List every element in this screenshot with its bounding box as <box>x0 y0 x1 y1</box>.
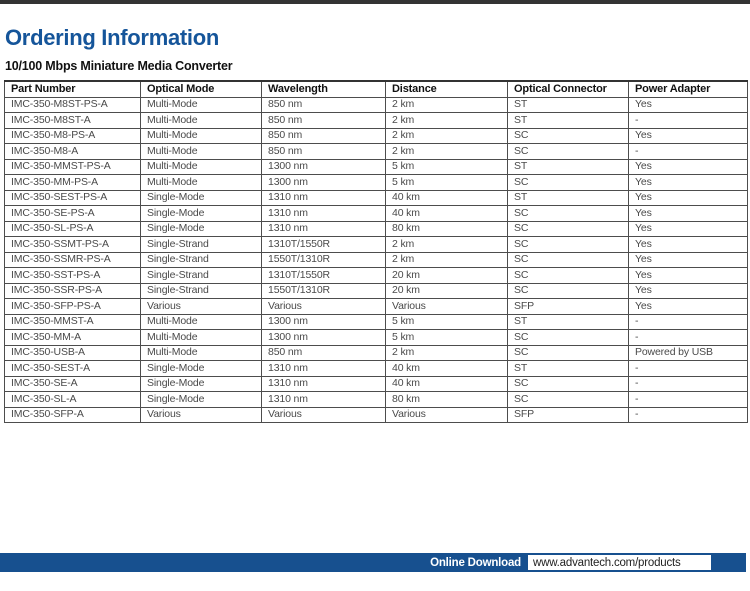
table-cell: 1550T/1310R <box>262 252 386 268</box>
table-cell: 2 km <box>386 97 508 113</box>
table-cell: Various <box>141 407 262 423</box>
table-cell: SC <box>508 237 629 253</box>
table-cell: 5 km <box>386 175 508 191</box>
table-cell: 850 nm <box>262 113 386 129</box>
table-row <box>5 330 748 346</box>
table-cell: - <box>629 113 748 129</box>
table-cell: Yes <box>629 221 748 237</box>
table-cell: IMC-350-SSMT-PS-A <box>5 237 141 253</box>
table-cell: IMC-350-SST-PS-A <box>5 268 141 284</box>
table-row <box>5 314 748 330</box>
table-cell: Various <box>262 299 386 315</box>
table-cell: 1310 nm <box>262 221 386 237</box>
table-cell: Yes <box>629 190 748 206</box>
table-cell: IMC-350-SE-PS-A <box>5 206 141 222</box>
table-row <box>5 113 748 129</box>
table-cell: SC <box>508 283 629 299</box>
table-cell: ST <box>508 314 629 330</box>
table-cell: 80 km <box>386 221 508 237</box>
table-row <box>5 299 748 315</box>
table-cell: 2 km <box>386 144 508 160</box>
table-cell: Multi-Mode <box>141 175 262 191</box>
table-cell: ST <box>508 113 629 129</box>
table-cell: Single-Mode <box>141 221 262 237</box>
table-cell: 40 km <box>386 361 508 377</box>
table-row <box>5 252 748 268</box>
table-cell: SC <box>508 330 629 346</box>
table-cell: SFP <box>508 299 629 315</box>
table-cell: 1300 nm <box>262 314 386 330</box>
table-cell: IMC-350-SSR-PS-A <box>5 283 141 299</box>
table-cell: SC <box>508 392 629 408</box>
table-cell: 850 nm <box>262 97 386 113</box>
table-cell: Yes <box>629 97 748 113</box>
table-cell: Yes <box>629 237 748 253</box>
table-row <box>5 268 748 284</box>
table-body <box>5 97 748 423</box>
table-cell: 2 km <box>386 128 508 144</box>
table-cell: 1310 nm <box>262 376 386 392</box>
table-cell: IMC-350-SFP-PS-A <box>5 299 141 315</box>
table-cell: SC <box>508 175 629 191</box>
table-cell: SC <box>508 221 629 237</box>
table-cell: 20 km <box>386 283 508 299</box>
table-cell: IMC-350-M8ST-PS-A <box>5 97 141 113</box>
table-cell: SC <box>508 345 629 361</box>
table-cell: 1310 nm <box>262 361 386 377</box>
table-cell: 850 nm <box>262 128 386 144</box>
table-cell: 1300 nm <box>262 330 386 346</box>
table-cell: Various <box>386 407 508 423</box>
table-cell: Various <box>386 299 508 315</box>
table-cell: Yes <box>629 159 748 175</box>
table-cell: Yes <box>629 283 748 299</box>
table-cell: IMC-350-SSMR-PS-A <box>5 252 141 268</box>
table-cell: IMC-350-MMST-PS-A <box>5 159 141 175</box>
table-cell: - <box>629 376 748 392</box>
table-row <box>5 407 748 423</box>
table-row <box>5 221 748 237</box>
table-cell: Multi-Mode <box>141 128 262 144</box>
table-cell: 1310 nm <box>262 190 386 206</box>
table-row <box>5 361 748 377</box>
table-row <box>5 144 748 160</box>
table-cell: SC <box>508 128 629 144</box>
table-cell: Yes <box>629 128 748 144</box>
table-cell: - <box>629 330 748 346</box>
table-cell: 40 km <box>386 376 508 392</box>
table-cell: IMC-350-USB-A <box>5 345 141 361</box>
table-cell: IMC-350-SE-A <box>5 376 141 392</box>
table-row <box>5 128 748 144</box>
table-cell: SC <box>508 268 629 284</box>
table-cell: Multi-Mode <box>141 113 262 129</box>
table-cell: ST <box>508 361 629 377</box>
table-cell: Single-Strand <box>141 268 262 284</box>
table-cell: 2 km <box>386 237 508 253</box>
table-cell: 1310T/1550R <box>262 268 386 284</box>
table-row <box>5 206 748 222</box>
table-cell: Powered by USB <box>629 345 748 361</box>
top-rule-bar <box>0 0 750 4</box>
column-header: Distance <box>386 81 508 97</box>
table-cell: Single-Mode <box>141 190 262 206</box>
table-cell: Single-Mode <box>141 206 262 222</box>
table-cell: Multi-Mode <box>141 159 262 175</box>
table-cell: IMC-350-SFP-A <box>5 407 141 423</box>
column-header: Part Number <box>5 81 141 97</box>
table-cell: IMC-350-M8-A <box>5 144 141 160</box>
table-cell: 1310T/1550R <box>262 237 386 253</box>
column-header: Optical Mode <box>141 81 262 97</box>
page-title: Ordering Information <box>5 25 220 50</box>
table-cell: SC <box>508 252 629 268</box>
table-cell: 5 km <box>386 159 508 175</box>
table-cell: - <box>629 392 748 408</box>
table-cell: 5 km <box>386 330 508 346</box>
table-cell: IMC-350-M8-PS-A <box>5 128 141 144</box>
table-row <box>5 175 748 191</box>
table-header-row <box>5 81 748 97</box>
table-cell: IMC-350-M8ST-A <box>5 113 141 129</box>
table-cell: 2 km <box>386 113 508 129</box>
table-cell: Various <box>262 407 386 423</box>
table-cell: 80 km <box>386 392 508 408</box>
table-cell: Yes <box>629 206 748 222</box>
table-cell: 2 km <box>386 345 508 361</box>
table-cell: Yes <box>629 175 748 191</box>
table-cell: IMC-350-MM-PS-A <box>5 175 141 191</box>
table-cell: - <box>629 314 748 330</box>
column-header: Wavelength <box>262 81 386 97</box>
table-cell: Multi-Mode <box>141 97 262 113</box>
url-box <box>528 555 711 570</box>
table-row <box>5 190 748 206</box>
table-cell: 850 nm <box>262 345 386 361</box>
table-cell: IMC-350-SEST-A <box>5 361 141 377</box>
table-row <box>5 392 748 408</box>
table-cell: 40 km <box>386 190 508 206</box>
table-cell: Single-Mode <box>141 361 262 377</box>
ordering-information-table <box>4 80 748 423</box>
table-cell: Yes <box>629 268 748 284</box>
table-cell: IMC-350-MM-A <box>5 330 141 346</box>
table-cell: 850 nm <box>262 144 386 160</box>
table-cell: IMC-350-SL-A <box>5 392 141 408</box>
table-cell: Multi-Mode <box>141 330 262 346</box>
table-cell: 1550T/1310R <box>262 283 386 299</box>
table-cell: ST <box>508 159 629 175</box>
table-cell: SFP <box>508 407 629 423</box>
table-cell: IMC-350-MMST-A <box>5 314 141 330</box>
table-cell: Single-Strand <box>141 283 262 299</box>
table-cell: Multi-Mode <box>141 345 262 361</box>
online-download-label: Online Download <box>430 556 521 569</box>
table-cell: ST <box>508 190 629 206</box>
table-cell: 5 km <box>386 314 508 330</box>
table-cell: ST <box>508 97 629 113</box>
table-cell: Single-Strand <box>141 237 262 253</box>
table-cell: - <box>629 407 748 423</box>
url-text: www.advantech.com/products <box>533 556 681 569</box>
table-row <box>5 237 748 253</box>
table-row <box>5 283 748 299</box>
table-cell: Yes <box>629 299 748 315</box>
table-row <box>5 159 748 175</box>
table-cell: IMC-350-SL-PS-A <box>5 221 141 237</box>
table-cell: Single-Strand <box>141 252 262 268</box>
table-cell: Various <box>141 299 262 315</box>
table-cell: Multi-Mode <box>141 144 262 160</box>
table-cell: 1300 nm <box>262 159 386 175</box>
column-header: Optical Connector <box>508 81 629 97</box>
table-cell: - <box>629 361 748 377</box>
table-cell: SC <box>508 206 629 222</box>
table-row <box>5 97 748 113</box>
table-cell: 2 km <box>386 252 508 268</box>
table-cell: 1310 nm <box>262 206 386 222</box>
table-row <box>5 345 748 361</box>
table-cell: Multi-Mode <box>141 314 262 330</box>
section-subtitle: 10/100 Mbps Miniature Media Converter <box>5 59 233 73</box>
table-cell: Single-Mode <box>141 392 262 408</box>
table-cell: 40 km <box>386 206 508 222</box>
table-cell: 20 km <box>386 268 508 284</box>
table-cell: Yes <box>629 252 748 268</box>
table-cell: IMC-350-SEST-PS-A <box>5 190 141 206</box>
table-cell: - <box>629 144 748 160</box>
table-cell: SC <box>508 144 629 160</box>
column-header: Power Adapter <box>629 81 748 97</box>
table-cell: SC <box>508 376 629 392</box>
table-row <box>5 376 748 392</box>
table-cell: Single-Mode <box>141 376 262 392</box>
table-cell: 1310 nm <box>262 392 386 408</box>
footer-download-bar <box>0 553 746 572</box>
table-cell: 1300 nm <box>262 175 386 191</box>
